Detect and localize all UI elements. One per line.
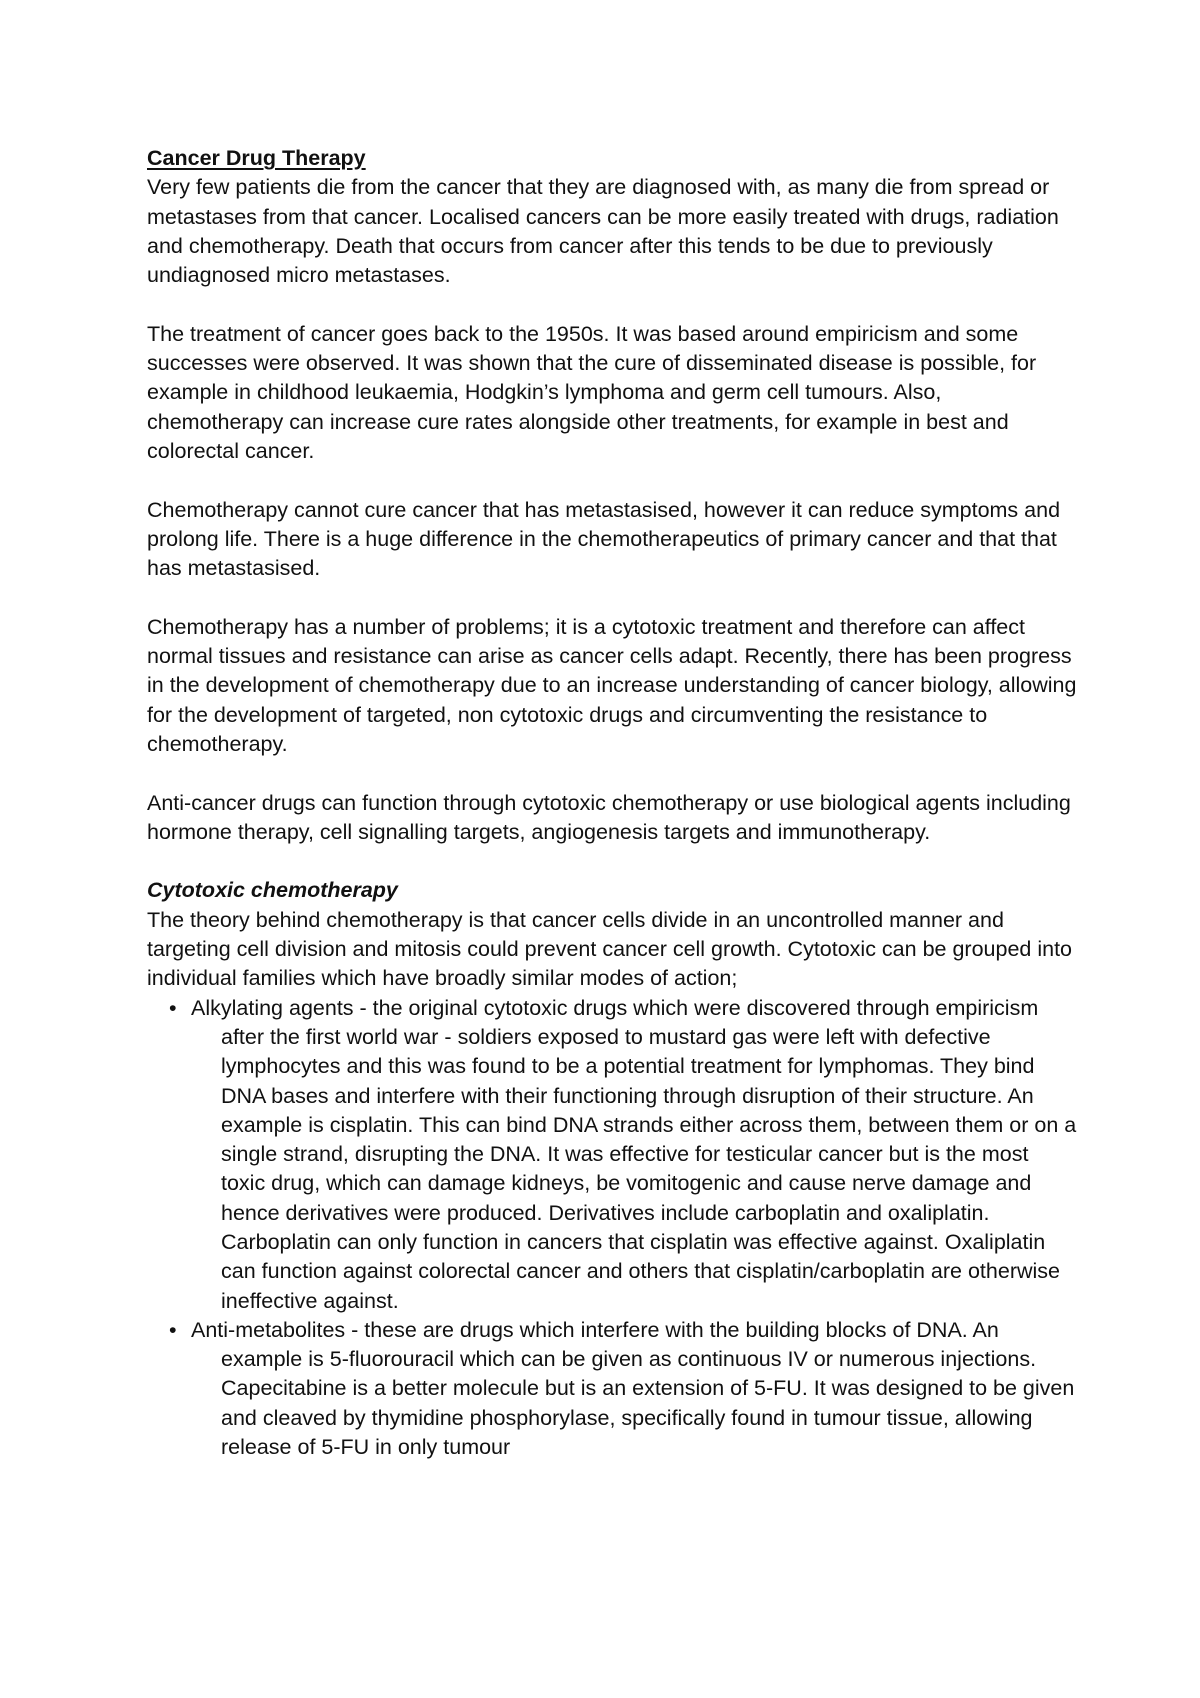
list-item-text: Alkylating agents - the original cytotoxic drugs which were discovered through empiricism after the first world war - soldiers exposed to mustard gas were left with defective lymphocytes and this was found to be a potential treatment for lymphomas. They bind DNA bases and interfere with their functioning through disruption of their structure. An example is cisplatin. This can bind DNA strands either across them, between them or on a single strand, disrupting the DNA. It was effective for testicular cancer but is the most toxic drug, which can damage kidneys, be vomitogenic and cause nerve damage and hence derivatives were produced. Derivatives include carboplatin and oxaliplatin. Carboplatin can only function in cancers that cisplatin was effective against. Oxaliplatin can function against colorectal cancer and others that cisplatin/carboplatin are otherwise ineffective against. bbox=[191, 995, 1077, 1313]
bullet-icon: • bbox=[169, 995, 177, 1020]
list-item bbox=[147, 1316, 1077, 1462]
list-item-text: Anti-metabolites - these are drugs which interfere with the building blocks of DNA. An example is 5-fluorouracil which can be given as continuous IV or numerous injections. Capecitabine is a better molecule but is an extension of 5-FU. It was designed to be given and cleaved by thymidine phosphorylase, specifically found in tumour tissue, allowing release of 5-FU in only tumour bbox=[191, 1317, 1075, 1460]
paragraph-problems: Chemotherapy has a number of problems; it is a cytotoxic treatment and therefore can affect normal tissues and resistance can arise as cancer cells adapt. Recently, there has been progress in the development of chemotherapy due to an increase understanding of cancer biology, allowing for the development of targeted, non cytotoxic drugs and circumventing the resistance to chemotherapy. bbox=[147, 614, 1077, 756]
document-title: Cancer Drug Therapy bbox=[147, 146, 366, 170]
drug-family-list bbox=[147, 994, 1077, 1463]
list-item bbox=[147, 994, 1077, 1316]
paragraph-metastasis: Chemotherapy cannot cure cancer that has metastasised, however it can reduce symptoms and prolong life. There is a huge difference in the chemotherapeutics of primary cancer and that that has metastasised. bbox=[147, 497, 1061, 581]
paragraph-anticancer-drugs: Anti-cancer drugs can function through cytotoxic chemotherapy or use biological agents including hormone therapy, cell signalling targets, angiogenesis targets and immunotherapy. bbox=[147, 790, 1071, 844]
section-intro: The theory behind chemotherapy is that cancer cells divide in an uncontrolled manner and targeting cell division and mitosis could prevent cancer cell growth. Cytotoxic can be grouped into individual families which have broadly similar modes of action; bbox=[147, 907, 1072, 991]
paragraph-intro: Very few patients die from the cancer that they are diagnosed with, as many die from spread or metastases from that cancer. Localised cancers can be more easily treated with drugs, radiation and chemotherapy. Death that occurs from cancer after this tends to be due to previously undiagnosed micro metastases. bbox=[147, 175, 1059, 288]
section-heading: Cytotoxic chemotherapy bbox=[147, 878, 398, 903]
document-page bbox=[147, 144, 1077, 1462]
bullet-icon: • bbox=[169, 1317, 177, 1342]
paragraph-history: The treatment of cancer goes back to the 1950s. It was based around empiricism and some successes were observed. It was shown that the cure of disseminated disease is possible, for example in childhood leukaemia, Hodgkin’s lymphoma and germ cell tumours. Also, chemotherapy can increase cure rates alongside other treatments, for example in best and colorectal cancer. bbox=[147, 321, 1037, 463]
